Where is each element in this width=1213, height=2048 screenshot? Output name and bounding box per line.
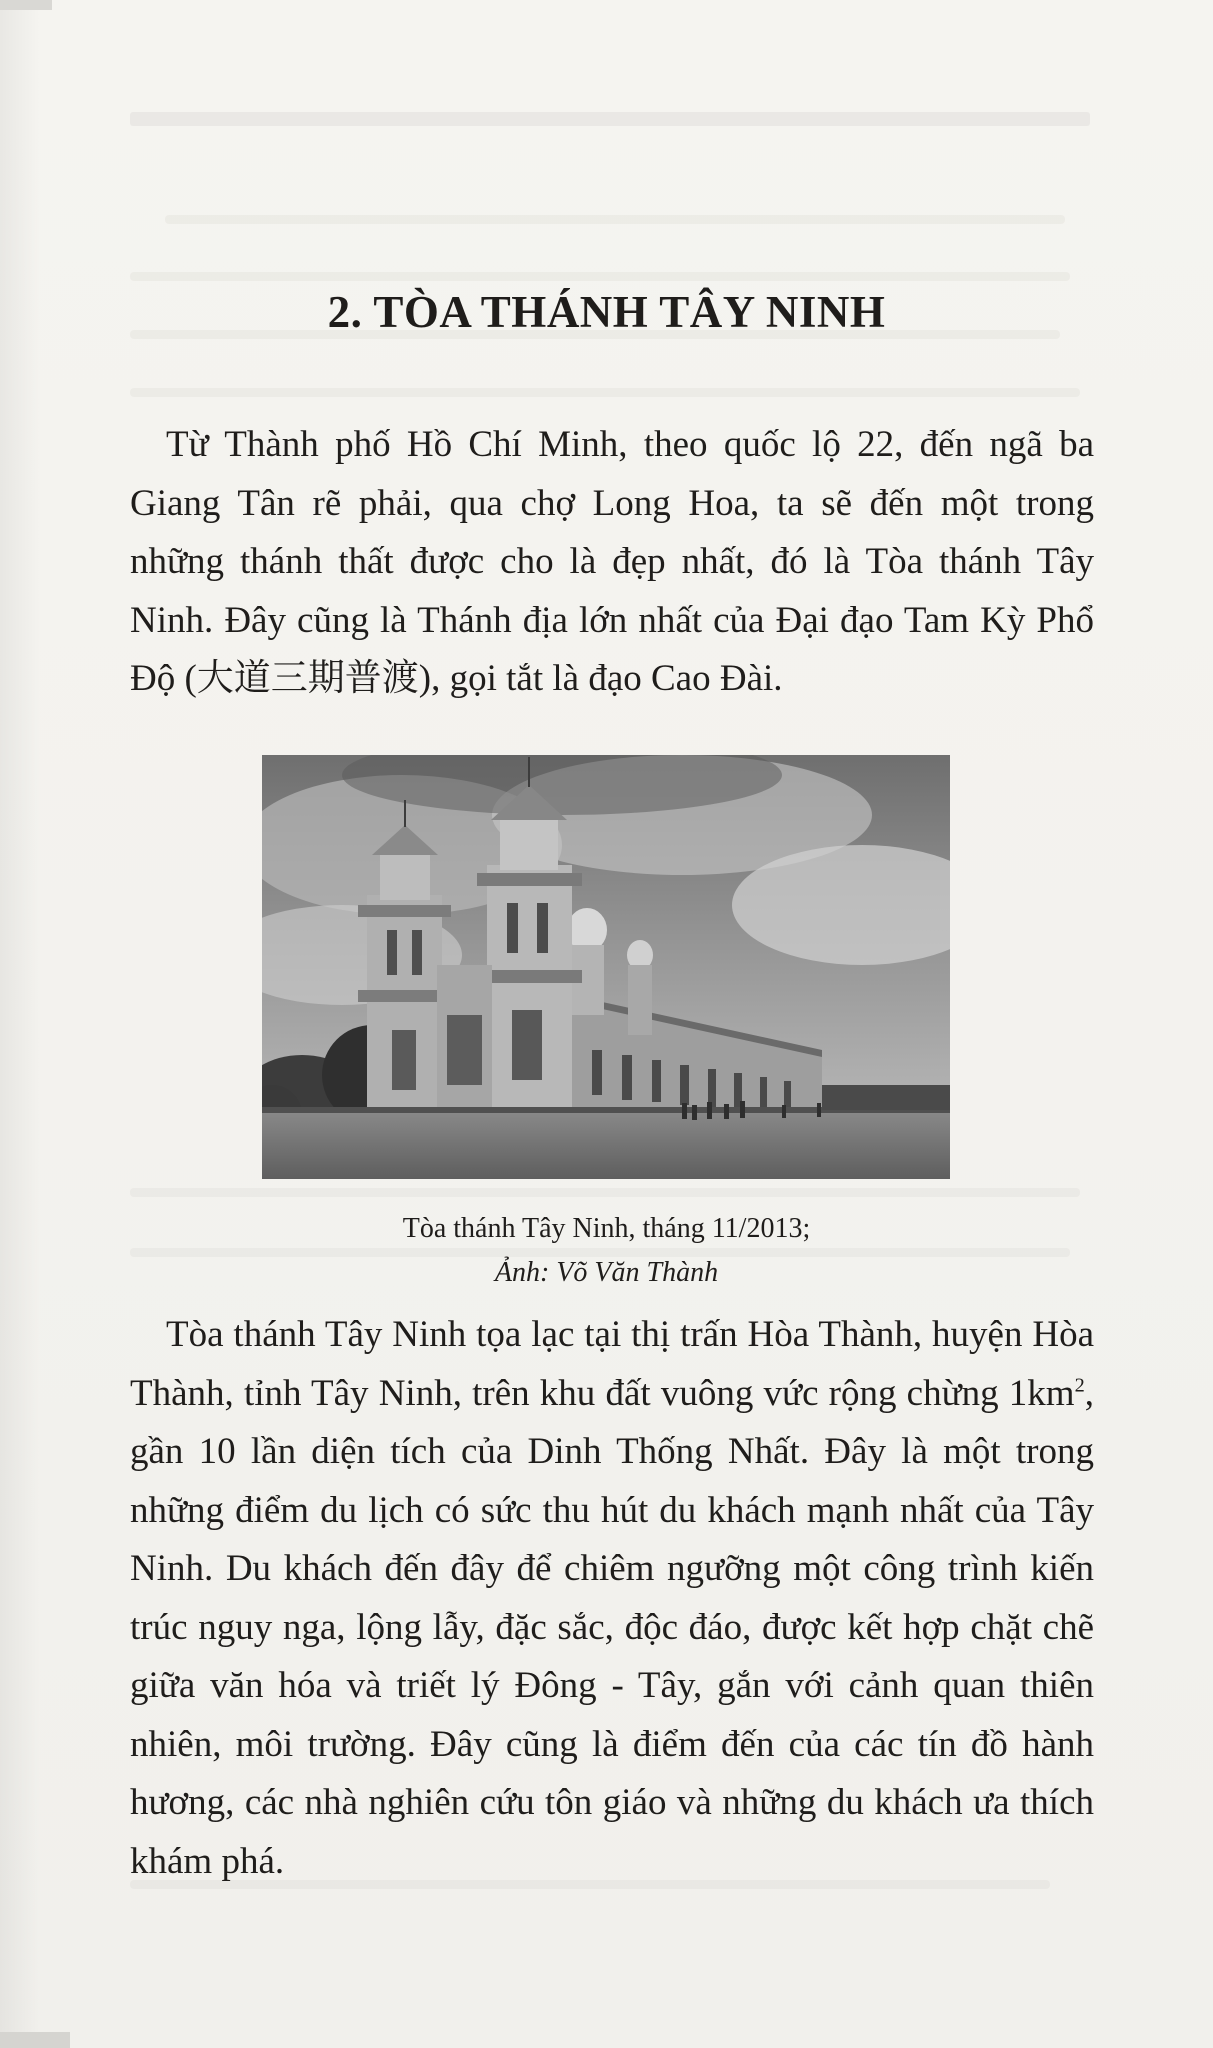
photo-caption: Tòa thánh Tây Ninh, tháng 11/2013; <box>402 1213 811 1244</box>
intro-paragraph: Từ Thành phố Hồ Chí Minh, theo quốc lộ 22, đến ngã ba Giang Tân rẽ phải, qua chợ Long Hoa, ta sẽ đến một trong những thánh thất được cho là đẹp nhất, đó là Tòa thánh Tây Ninh. Đây cũng là Thánh địa lớn nhất của Đại đạo Tam Kỳ Phổ Độ (大道三期普渡), gọi tắt là đạo Cao Đài. <box>130 424 1094 699</box>
body-text-part-1: Tòa thánh Tây Ninh tọa lạc tại thị trấn Hòa Thành, huyện Hòa Thành, tỉnh Tây Ninh, trên khu đất vuông vức rộng chừng 1km <box>130 1314 1094 1414</box>
bleed-through-line <box>130 388 1080 397</box>
photo-credit: Ảnh: Võ Văn Thành <box>494 1257 719 1288</box>
page-title: 2. TÒA THÁNH TÂY NINH <box>327 287 886 337</box>
body-paragraph <box>130 1306 1094 1891</box>
bleed-through-line <box>130 1248 1070 1257</box>
body-text-part-2: , gần 10 lần diện tích của Dinh Thống Nhất. Đây là một trong những điểm du lịch có sức thu hút du khách mạnh nhất của Tây Ninh. Du khách đến đây để chiêm ngưỡng một công trình kiến trúc nguy nga, lộng lẫy, đặc sắc, độc đáo, được kết hợp chặt chẽ giữa văn hóa và triết lý Đông - Tây, gắn với cảnh quan thiên nhiên, môi trường. Đây cũng là điểm đến của các tín đồ hành hương, các nhà nghiên cứu tôn giáo và những du khách ưa thích khám phá. <box>130 1372 1094 1882</box>
bleed-through-line <box>165 215 1065 224</box>
bleed-through-line <box>130 272 1070 281</box>
bleed-through-running-head <box>130 112 1090 126</box>
scan-edge-mark <box>0 2032 70 2048</box>
cathedral-photo <box>262 755 950 1179</box>
scan-edge-mark <box>0 0 52 10</box>
bleed-through-line <box>130 1188 1080 1197</box>
superscript-2: 2 <box>1074 1374 1085 1397</box>
